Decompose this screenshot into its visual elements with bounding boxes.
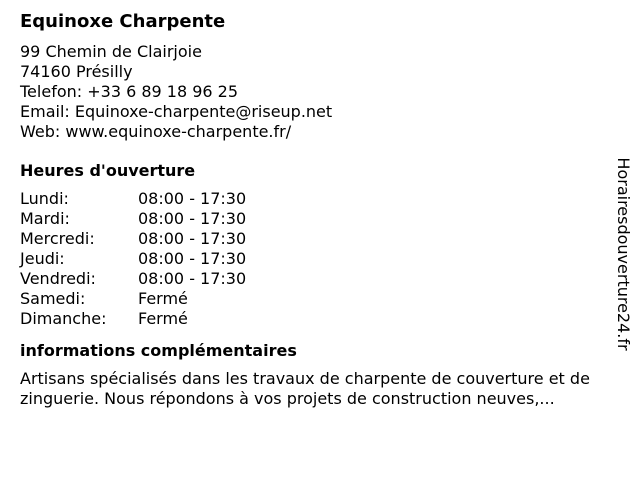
- day-label: Dimanche:: [20, 309, 107, 328]
- day-label: Mardi:: [20, 209, 70, 228]
- time-value: Fermé: [138, 289, 188, 308]
- hours-row-thursday: [20, 249, 616, 269]
- address-street: 99 Chemin de Clairjoie: [20, 42, 202, 61]
- additional-info-heading: informations complémentaires: [20, 341, 297, 360]
- time-value: 08:00 - 17:30: [138, 209, 247, 228]
- time-value: Fermé: [138, 309, 188, 328]
- opening-hours-heading: Heures d'ouverture: [20, 161, 196, 180]
- day-label: Lundi:: [20, 189, 69, 208]
- time-value: 08:00 - 17:30: [138, 249, 247, 268]
- website-link[interactable]: Web: www.equinoxe-charpente.fr/: [20, 122, 292, 141]
- hours-row-wednesday: [20, 229, 616, 249]
- email-address[interactable]: Email: Equinoxe-charpente@riseup.net: [20, 102, 333, 121]
- hours-row-saturday: [20, 289, 616, 309]
- business-card: [20, 10, 616, 409]
- time-value: 08:00 - 17:30: [138, 229, 247, 248]
- day-label: Vendredi:: [20, 269, 96, 288]
- opening-hours-table: [20, 189, 616, 329]
- day-label: Mercredi:: [20, 229, 95, 248]
- hours-row-monday: [20, 189, 616, 209]
- hours-row-tuesday: [20, 209, 616, 229]
- day-label: Samedi:: [20, 289, 86, 308]
- address-city: 74160 Présilly: [20, 62, 133, 81]
- hours-row-sunday: [20, 309, 616, 329]
- site-watermark: Horairesdouverture24.fr: [614, 157, 633, 351]
- day-label: Jeudi:: [20, 249, 65, 268]
- phone-number[interactable]: Telefon: +33 6 89 18 96 25: [20, 82, 239, 101]
- business-name: Equinoxe Charpente: [20, 11, 226, 32]
- business-description: Artisans spécialisés dans les travaux de charpente de couverture et de zinguerie. Nous répondons à vos projets de construction neuves,...: [20, 369, 590, 408]
- hours-row-friday: [20, 269, 616, 289]
- time-value: 08:00 - 17:30: [138, 189, 247, 208]
- time-value: 08:00 - 17:30: [138, 269, 247, 288]
